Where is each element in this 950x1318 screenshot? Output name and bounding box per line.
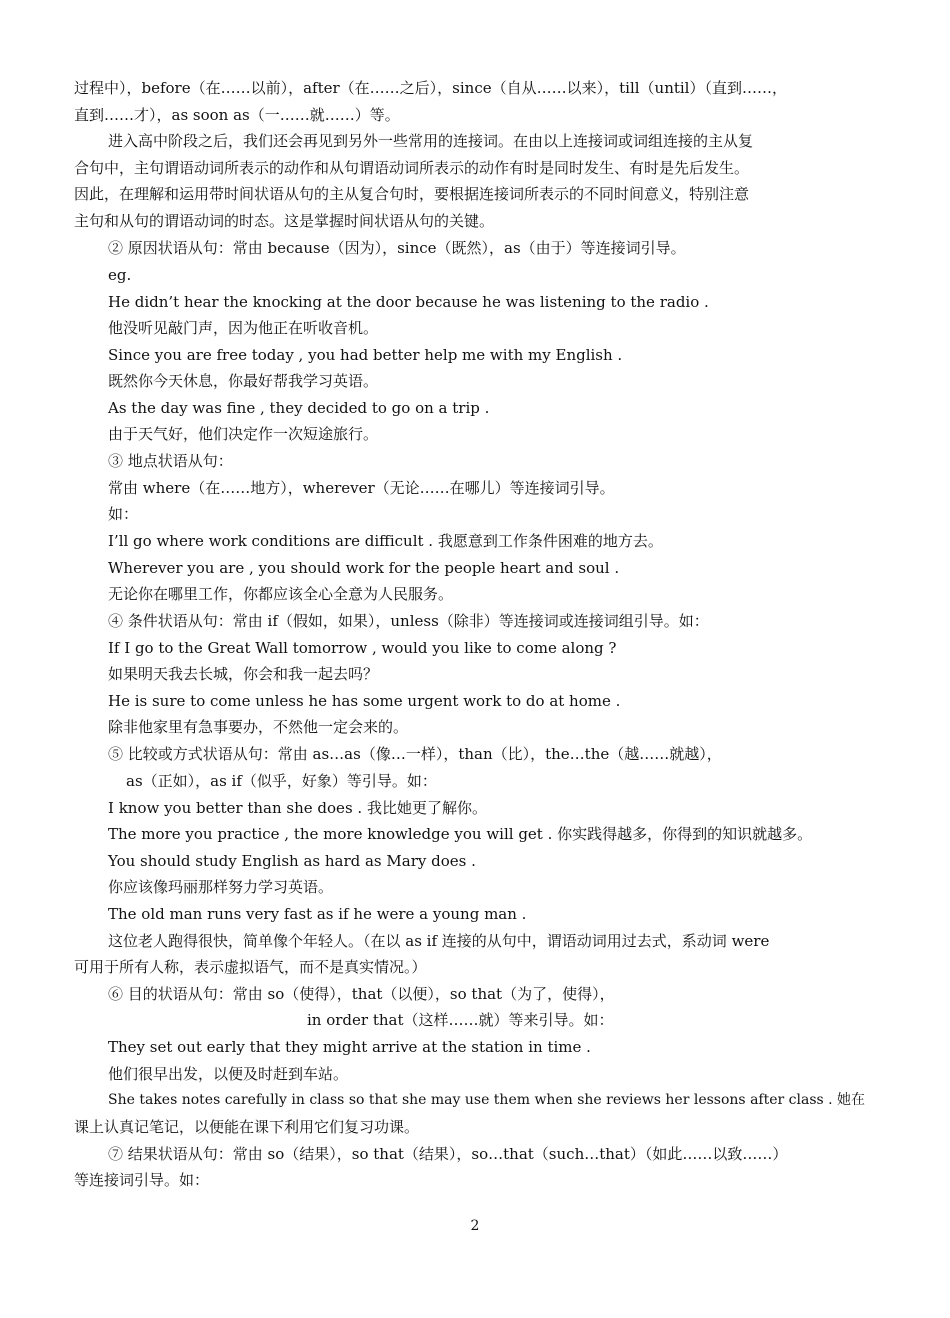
example-sentence: They set out early that they might arrive at the station in time .	[108, 1038, 591, 1056]
example-sentence: The more you practice , the more knowledge you will get . 你实践得越多，你得到的知识就越多。	[108, 825, 813, 843]
text-line: 主句和从句的谓语动词的时态。这是掌握时间状语从句的关键。	[74, 212, 495, 230]
paragraph-start: 进入高中阶段之后，我们还会再见到另外一些常用的连接词。在由以上连接词或词组连接的主从复	[108, 132, 754, 150]
example-sentence: He didn’t hear the knocking at the door because he was listening to the radio .	[108, 293, 709, 311]
example-sentence: I’ll go where work conditions are difficult . 我愿意到工作条件困难的地方去。	[108, 532, 663, 550]
section-heading: ④ 条件状语从句：常由 if（假如，如果），unless（除非）等连接词或连接词组引导。如：	[108, 612, 709, 630]
text-line: eg.	[108, 266, 132, 284]
text-line: as（正如），as if（似乎，好象）等引导。如：	[126, 772, 437, 790]
text-line: 合句中，主句谓语动词所表示的动作和从句谓语动词所表示的动作有时是同时发生、有时是先后发生。	[74, 159, 750, 177]
section-heading: ② 原因状语从句：常由 because（因为），since（既然），as（由于）等连接词引导。	[108, 239, 686, 257]
example-translation: 由于天气好，他们决定作一次短途旅行。	[108, 425, 379, 443]
example-translation: 课上认真记笔记，以便能在课下利用它们复习功课。	[74, 1118, 420, 1136]
section-heading: ⑤ 比较或方式状语从句：常由 as…as（像…一样），than（比），the…the（越……就越），	[108, 745, 722, 763]
example-sentence: If I go to the Great Wall tomorrow , would you like to come along ?	[108, 639, 617, 657]
text-line: 如：	[108, 505, 139, 523]
example-translation: 他们很早出发，以便及时赶到车站。	[108, 1065, 349, 1083]
example-translation: 如果明天我去长城，你会和我一起去吗？	[108, 665, 379, 683]
example-sentence: I know you better than she does . 我比她更了解你。	[108, 799, 487, 817]
text-line: 因此，在理解和运用带时间状语从句的主从复合句时，要根据连接词所表示的不同时间意义，特别注意	[74, 185, 750, 203]
example-sentence: He is sure to come unless he has some urgent work to do at home .	[108, 692, 621, 710]
example-sentence: As the day was fine , they decided to go on a trip .	[108, 399, 490, 417]
text-line: 可用于所有人称，表示虚拟语气，而不是真实情况。）	[74, 958, 427, 976]
section-heading: ③ 地点状语从句：	[108, 452, 233, 470]
page-number: 2	[470, 1218, 480, 1234]
section-heading: ⑦ 结果状语从句：常由 so（结果），so that（结果），so…that（such…that）（如此……以致……）	[108, 1145, 788, 1163]
example-sentence: She takes notes carefully in class so that she may use them when she reviews her lessons after class . 她在	[108, 1092, 866, 1108]
example-translation: 除非他家里有急事要办，不然他一定会来的。	[108, 718, 409, 736]
example-sentence: You should study English as hard as Mary does .	[108, 852, 476, 870]
example-sentence: Wherever you are , you should work for the people heart and soul .	[108, 559, 620, 577]
example-translation: 你应该像玛丽那样努力学习英语。	[108, 878, 334, 896]
example-sentence: The old man runs very fast as if he were a young man .	[108, 905, 527, 923]
text-line: 直到……才），as soon as（一……就……）等。	[74, 106, 400, 124]
text-line: 常由 where（在……地方），wherever（无论……在哪儿）等连接词引导。	[108, 479, 615, 497]
example-sentence: Since you are free today , you had better help me with my English .	[108, 346, 623, 364]
example-translation: 这位老人跑得很快，简单像个年轻人。（在以 as if 连接的从句中，谓语动词用过去式，系动词 were	[108, 932, 770, 950]
section-heading: ⑥ 目的状语从句：常由 so（使得），that（以便），so that（为了，使得），	[108, 985, 615, 1003]
text-line: 等连接词引导。如：	[74, 1171, 210, 1189]
example-translation: 无论你在哪里工作，你都应该全心全意为人民服务。	[108, 585, 454, 603]
example-translation: 他没听见敲门声，因为他正在听收音机。	[108, 319, 379, 337]
text-line: 过程中），before（在……以前），after（在……之后），since（自从……以来），till（until）（直到……，	[74, 79, 787, 97]
example-translation: 既然你今天休息，你最好帮我学习英语。	[108, 372, 379, 390]
text-line: in order that（这样……就）等来引导。如：	[307, 1011, 614, 1029]
